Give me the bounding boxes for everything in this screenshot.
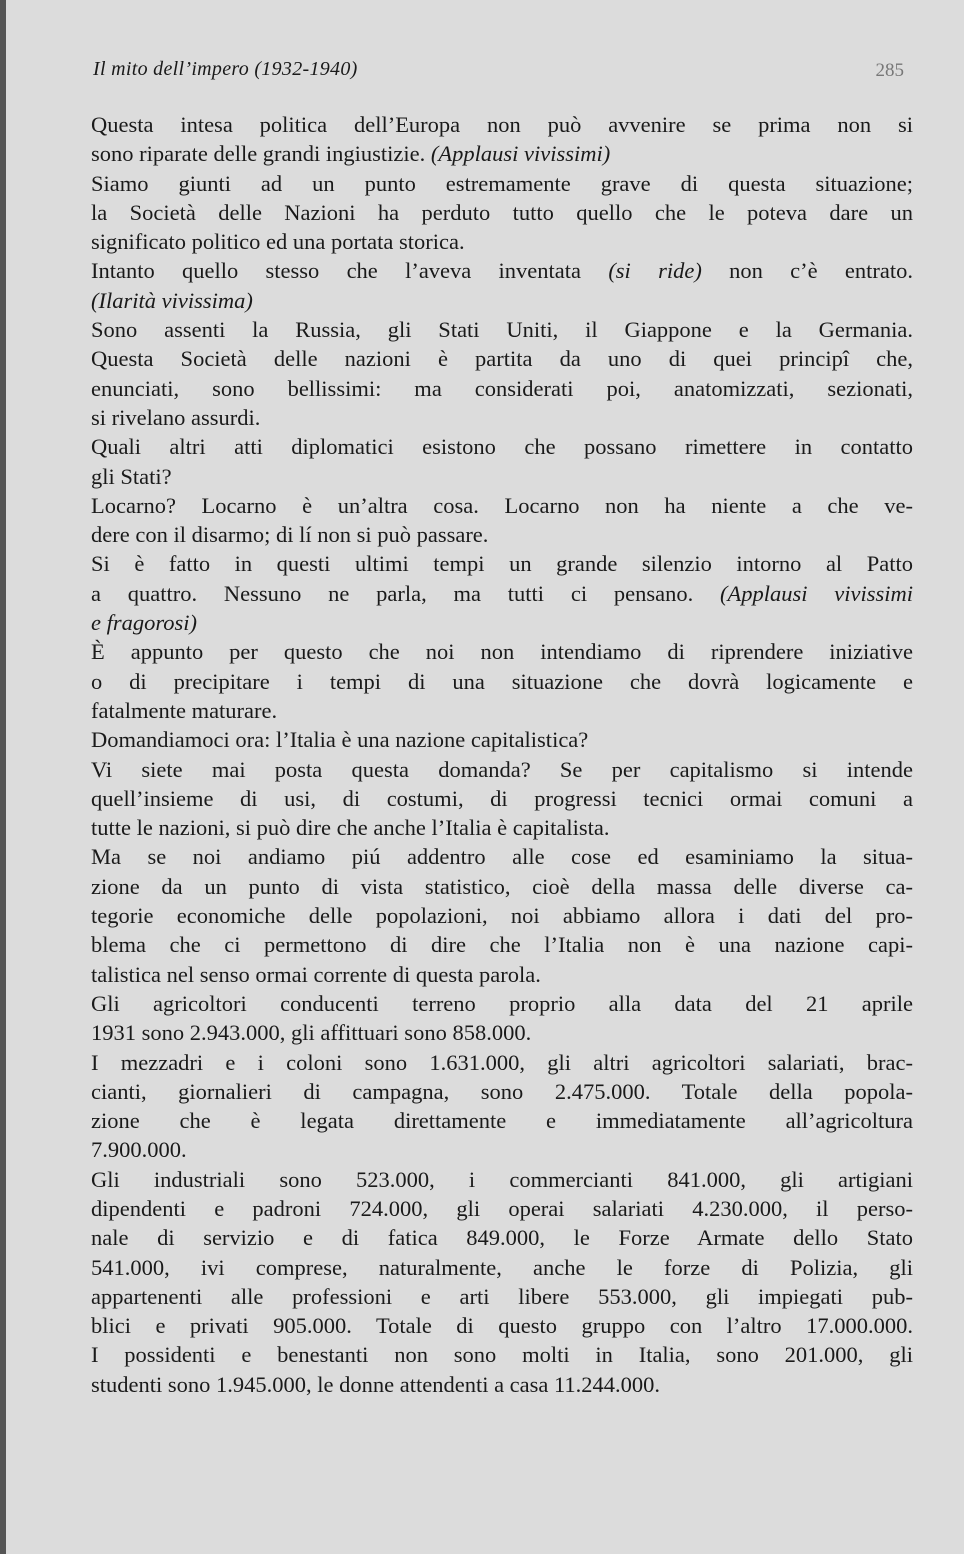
text-line bbox=[91, 1135, 913, 1164]
line-text: Intanto quello stesso che l’aveva inventata bbox=[91, 258, 609, 284]
line-text: Questa intesa politica dell’Europa non può avvenire se prima non si bbox=[91, 112, 913, 137]
line-text: talistica nel senso ormai corrente di questa parola. bbox=[91, 961, 541, 987]
text-line bbox=[91, 256, 913, 285]
line-text: gli Stati? bbox=[91, 463, 172, 489]
line-text: nale di servizio e di fatica 849.000, le Forze Armate dello Stato bbox=[91, 1225, 913, 1251]
stage-direction: (si ride) bbox=[608, 258, 702, 284]
body-text bbox=[91, 110, 913, 1399]
line-text: I mezzadri e i coloni sono 1.631.000, gli altri agricoltori salariati, brac- bbox=[91, 1049, 913, 1075]
text-line bbox=[91, 491, 913, 520]
line-text: fatalmente maturare. bbox=[91, 697, 278, 723]
line-text: tegorie economiche delle popolazioni, noi abbiamo allora i dati del pro- bbox=[91, 903, 913, 929]
text-line bbox=[91, 1077, 913, 1106]
line-text: Sono assenti la Russia, gli Stati Uniti, il Giappone e la Germania. bbox=[91, 317, 913, 343]
text-line bbox=[91, 755, 913, 784]
page-number: 285 bbox=[875, 60, 904, 81]
text-line bbox=[91, 989, 913, 1018]
text-line bbox=[91, 139, 913, 168]
text-line bbox=[91, 1311, 913, 1340]
text-line bbox=[91, 520, 913, 549]
text-line bbox=[91, 784, 913, 813]
text-line bbox=[91, 579, 913, 608]
text-line bbox=[91, 403, 913, 432]
line-text: significato politico ed una portata storica. bbox=[91, 229, 465, 255]
text-line bbox=[91, 608, 913, 637]
line-text: si rivelano assurdi. bbox=[91, 404, 261, 430]
text-line bbox=[91, 842, 913, 871]
stage-direction: (Applausi vivissimi bbox=[719, 580, 913, 606]
stage-direction: e fragorosi) bbox=[91, 610, 198, 636]
text-line bbox=[91, 344, 913, 373]
line-text: Gli agricoltori conducenti terreno proprio alla data del 21 aprile bbox=[91, 990, 913, 1016]
line-text: enunciati, sono bellissimi: ma considerati poi, anatomizzati, sezionati, bbox=[91, 375, 913, 401]
line-text: sono riparate delle grandi ingiustizie. bbox=[91, 141, 431, 167]
text-line bbox=[91, 315, 913, 344]
line-text: tutte le nazioni, si può dire che anche l’Italia è capitalista. bbox=[91, 815, 610, 841]
text-line bbox=[91, 432, 913, 461]
line-text: appartenenti alle professioni e arti libere 553.000, gli impiegati pub- bbox=[91, 1283, 913, 1309]
text-line bbox=[91, 1340, 913, 1369]
line-text: la Società delle Nazioni ha perduto tutto quello che le poteva dare un bbox=[91, 199, 913, 225]
line-text: Questa Società delle nazioni è partita da uno di quei principî che, bbox=[91, 346, 913, 372]
stage-direction: (Ilarità vivissima) bbox=[91, 287, 253, 313]
line-text: cianti, giornalieri di campagna, sono 2.475.000. Totale della popola- bbox=[91, 1078, 913, 1104]
text-line bbox=[91, 960, 913, 989]
line-text: Siamo giunti ad un punto estremamente grave di questa situazione; bbox=[91, 170, 913, 196]
line-text: I possidenti e benestanti non sono molti in Italia, sono 201.000, gli bbox=[91, 1342, 913, 1368]
text-line bbox=[91, 462, 913, 491]
text-line bbox=[91, 374, 913, 403]
text-line bbox=[91, 872, 913, 901]
text-line bbox=[91, 813, 913, 842]
text-line bbox=[91, 1194, 913, 1223]
line-text: Locarno? Locarno è un’altra cosa. Locarno non ha niente a che ve- bbox=[91, 492, 913, 518]
line-text: 541.000, ivi comprese, naturalmente, anche le forze di Polizia, gli bbox=[91, 1254, 913, 1280]
line-text: 1931 sono 2.943.000, gli affittuari sono 858.000. bbox=[91, 1020, 532, 1046]
line-text: blema che ci permettono di dire che l’Italia non è una nazione capi- bbox=[91, 932, 913, 958]
text-line bbox=[91, 549, 913, 578]
line-text: Quali altri atti diplomatici esistono che possano rimettere in contatto bbox=[91, 434, 913, 460]
line-text: zione che è legata direttamente e immediatamente all’agricoltura bbox=[91, 1108, 913, 1134]
text-line bbox=[91, 667, 913, 696]
text-line bbox=[91, 637, 913, 666]
line-text: dere con il disarmo; di lí non si può passare. bbox=[91, 522, 489, 548]
line-text: 7.900.000. bbox=[91, 1137, 187, 1163]
line-text: È appunto per questo che noi non intendiamo di riprendere iniziative bbox=[91, 639, 913, 665]
text-line bbox=[91, 110, 913, 139]
line-text: dipendenti e padroni 724.000, gli operai salariati 4.230.000, il perso- bbox=[91, 1195, 913, 1221]
text-line bbox=[91, 1370, 913, 1399]
line-text: studenti sono 1.945.000, le donne attendenti a casa 11.244.000. bbox=[91, 1371, 661, 1397]
text-line bbox=[91, 930, 913, 959]
text-line bbox=[91, 227, 913, 256]
line-text: zione da un punto di vista statistico, cioè della massa delle diverse ca- bbox=[91, 873, 913, 899]
text-line bbox=[91, 901, 913, 930]
line-text: o di precipitare i tempi di una situazione che dovrà logicamente e bbox=[91, 668, 913, 694]
text-line bbox=[91, 1106, 913, 1135]
text-line bbox=[91, 1282, 913, 1311]
line-text: Ma se noi andiamo piú addentro alle cose ed esaminiamo la situa- bbox=[91, 844, 913, 870]
text-line bbox=[91, 169, 913, 198]
text-line bbox=[91, 1018, 913, 1047]
line-text: Si è fatto in questi ultimi tempi un grande silenzio intorno al Patto bbox=[91, 551, 913, 577]
page-header bbox=[93, 58, 904, 88]
stage-direction: (Applausi vivissimi) bbox=[430, 141, 611, 167]
line-text: Gli industriali sono 523.000, i commercianti 841.000, gli artigiani bbox=[91, 1166, 913, 1192]
text-line bbox=[91, 198, 913, 227]
line-text: Domandiamoci ora: l’Italia è una nazione capitalistica? bbox=[91, 727, 589, 753]
text-line bbox=[91, 696, 913, 725]
line-text: quell’insieme di usi, di costumi, di progressi tecnici ormai comuni a bbox=[91, 785, 913, 811]
line-text: Vi siete mai posta questa domanda? Se per capitalismo si intende bbox=[91, 756, 913, 782]
line-text: blici e privati 905.000. Totale di questo gruppo con l’altro 17.000.000. bbox=[91, 1313, 913, 1339]
text-line bbox=[91, 1165, 913, 1194]
text-line bbox=[91, 1223, 913, 1252]
text-line bbox=[91, 1048, 913, 1077]
text-line bbox=[91, 286, 913, 315]
line-text: a quattro. Nessuno ne parla, ma tutti ci pensano. bbox=[91, 580, 720, 606]
running-head: Il mito dell’impero (1932-1940) bbox=[93, 58, 358, 80]
text-line bbox=[91, 1253, 913, 1282]
line-text: non c’è entrato. bbox=[701, 258, 913, 284]
text-line bbox=[91, 725, 913, 754]
